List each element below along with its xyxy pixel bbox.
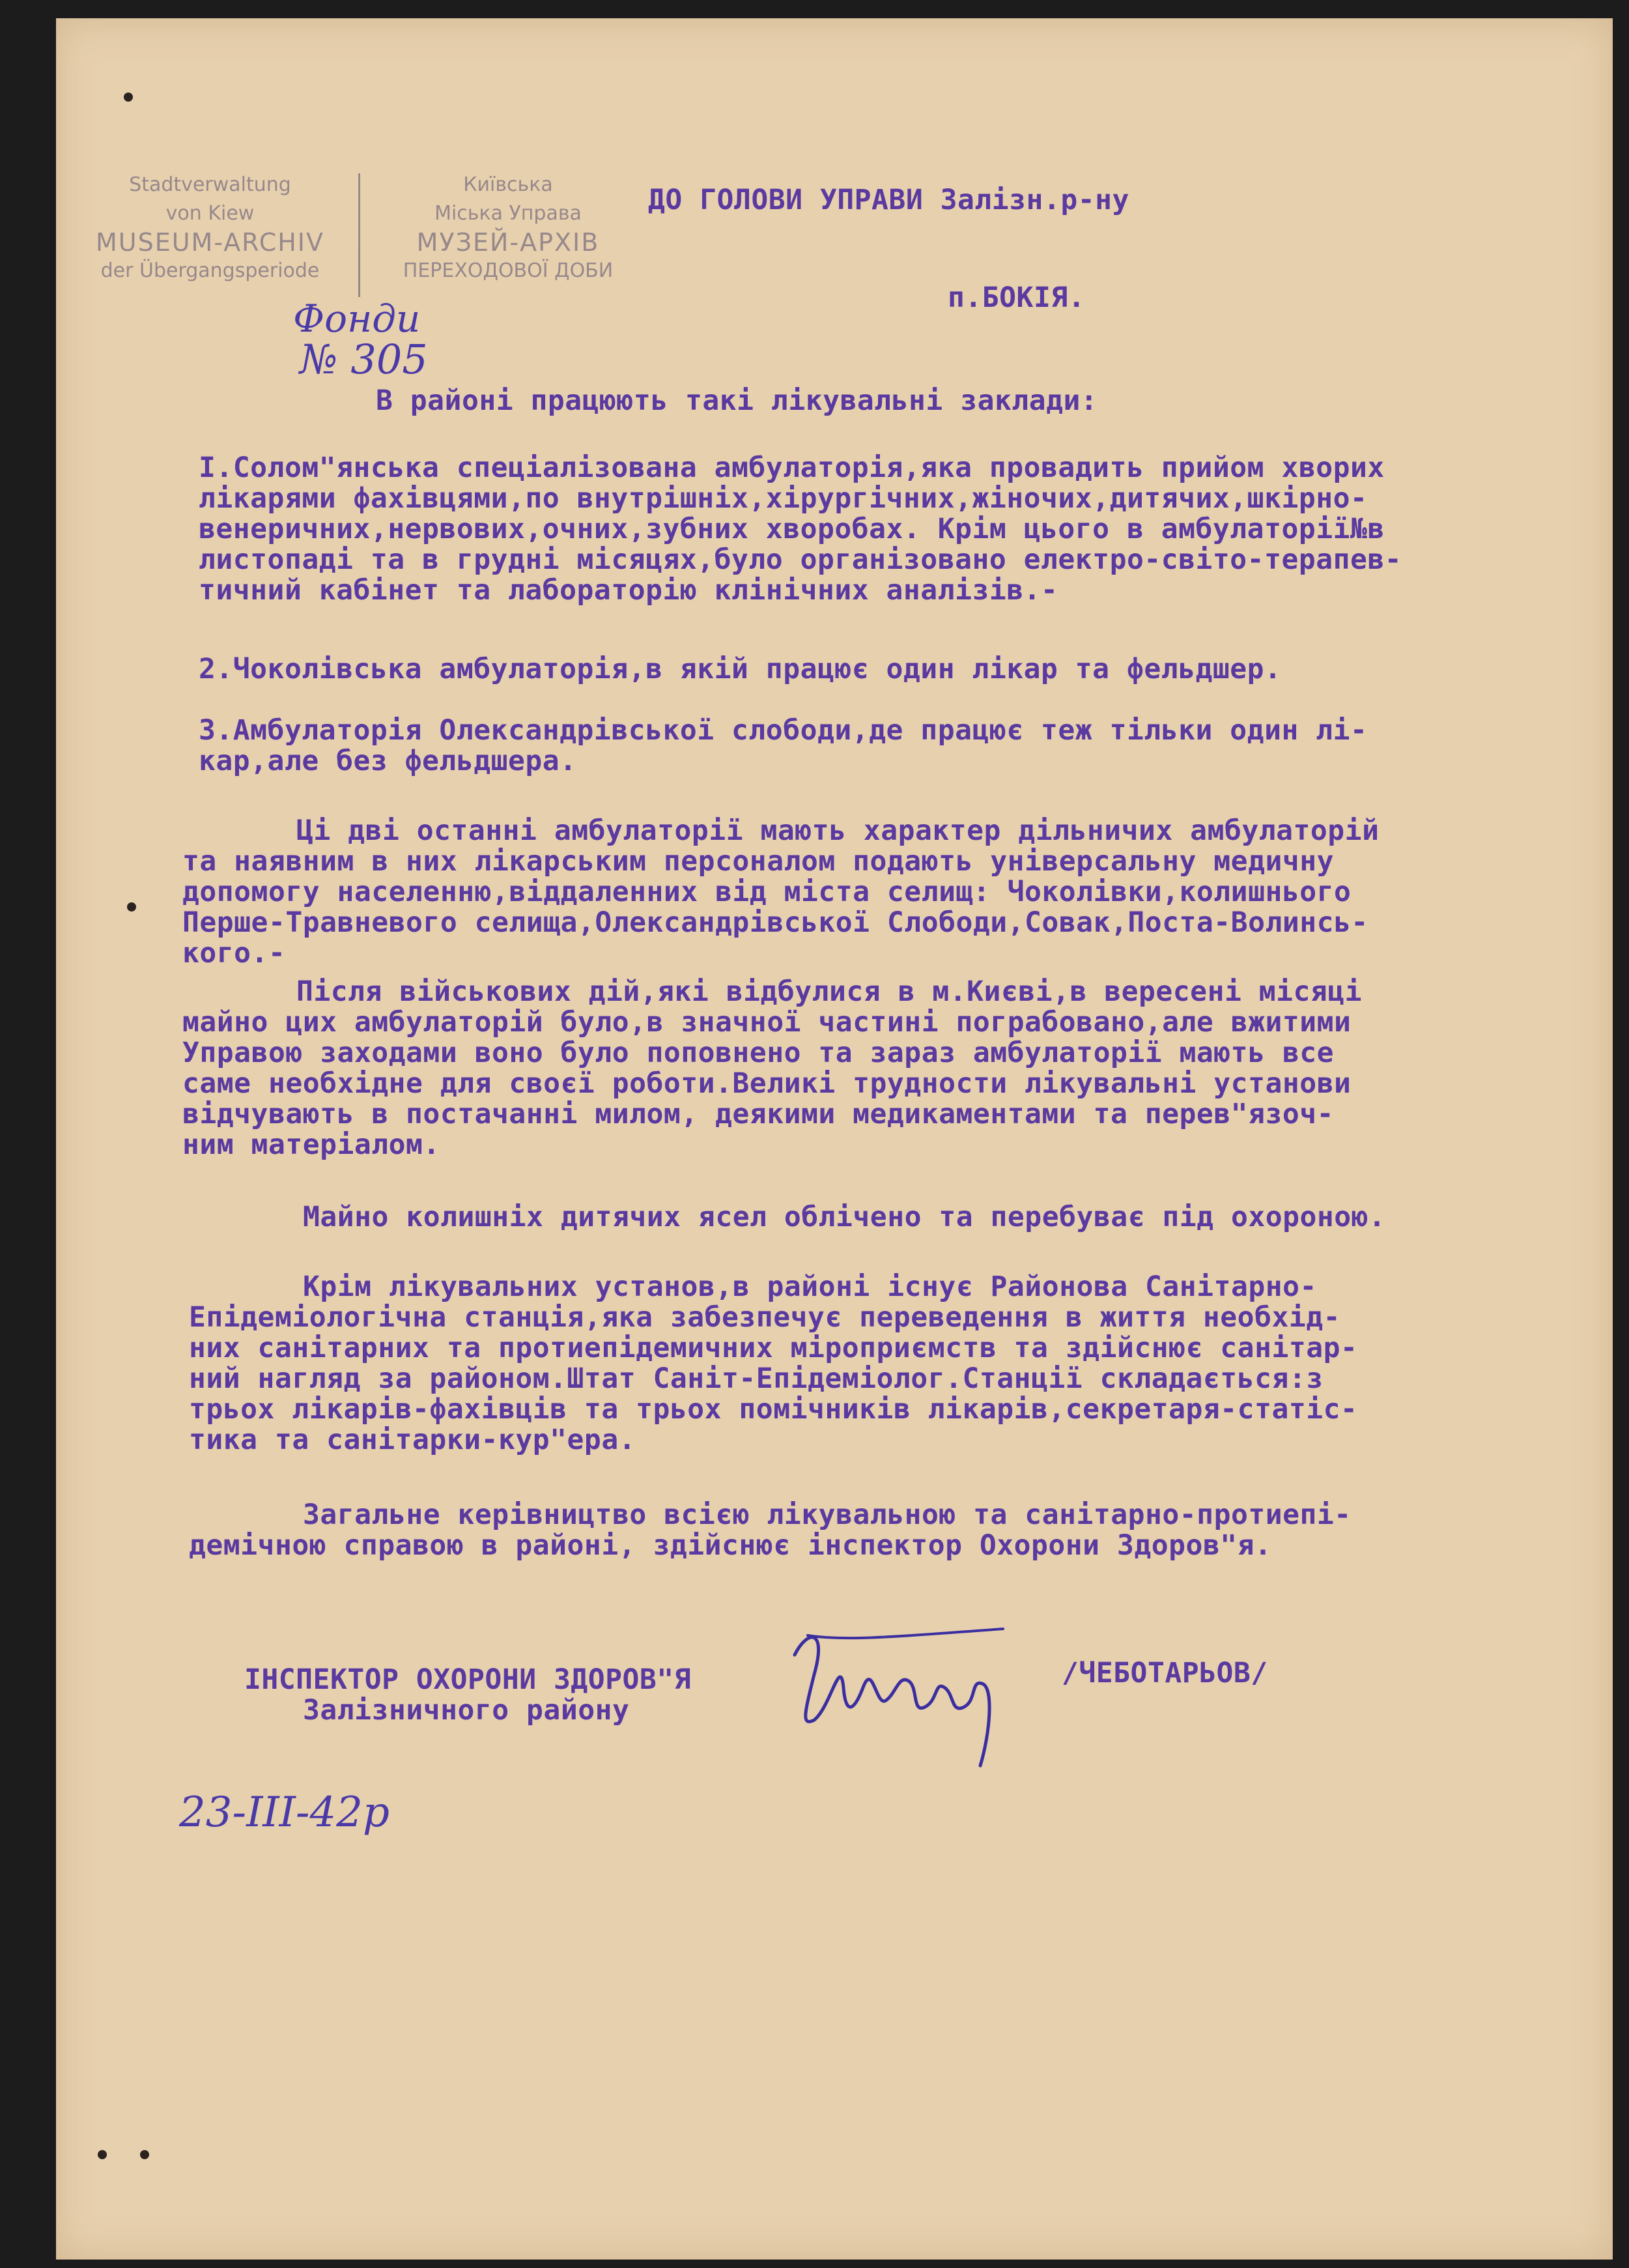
stamp-ukrainian [368, 171, 648, 285]
body-line: венеричних,нервових,очних,зубних хворобах. Крім цього в амбулаторії№в [199, 513, 1385, 545]
body-line: майно цих амбулаторій було,в значної частині пограбовано,але вжитими [182, 1006, 1352, 1039]
body-line: кого.- [182, 937, 286, 969]
handwritten-fond: Фонди [293, 296, 421, 341]
body-line: В районі працюють такі лікувальні заклади: [376, 384, 1098, 417]
body-line: демічною справою в районі, здійснює інспектор Охорони Здоров"я. [189, 1529, 1272, 1562]
stamp-text: Міська Управа [434, 202, 582, 225]
stamp-text: Stadtverwaltung [129, 173, 291, 196]
archive-stamp [65, 171, 651, 308]
body-line: Ці дві останні амбулаторії мають характер дільничих амбулаторій [296, 814, 1380, 847]
body-line: Майно колишніх дитячих ясел облічено та перебуває під охороною. [303, 1201, 1386, 1233]
body-line: кар,але без фельдшера. [199, 745, 577, 777]
stamp-text: MUSEUM-ARCHIV [95, 228, 325, 257]
body-line: тика та санітарки-кур"ера. [189, 1424, 636, 1456]
signatory-title: ІНСПЕКТОР ОХОРОНИ ЗДОРОВ"Я [244, 1663, 692, 1696]
body-line: саме необхідне для своєї роботи.Великі трудности лікувальні установи [182, 1067, 1352, 1100]
body-line: Епідеміологічна станція,яка забезпечує переведення в життя необхід- [189, 1301, 1341, 1334]
body-line: І.Солом"янська спеціалізована амбулаторія,яка провадить прийом хворих [199, 452, 1385, 484]
stamp-text: МУЗЕЙ-АРХІВ [416, 228, 600, 257]
body-line: ний нагляд за районом.Штат Саніт-Епідеміолог.Станції складається:з [189, 1362, 1324, 1395]
stamp-text: ПЕРЕХОДОВОЇ ДОБИ [403, 259, 614, 282]
body-line: Після військових дій,які відбулися в м.Києві,в вересені місяці [296, 975, 1363, 1008]
body-line: тичний кабінет та лабораторію клінічних аналізів.- [199, 574, 1058, 607]
body-line: 3.Амбулаторія Олександрівської слободи,де працює теж тільки один лі- [199, 714, 1368, 747]
recipient-name: п.БОКІЯ. [948, 281, 1086, 314]
body-line: них санітарних та протиепідемичних міроприємств та здійснює санітар- [189, 1332, 1358, 1364]
body-line: допомогу населенню,віддаленних від міста селищ: Чоколівки,колишнього [182, 876, 1352, 908]
body-line: та наявним в них лікарським персоналом подають універсальну медичну [182, 845, 1335, 878]
body-line: лікарями фахівцями,по внутрішніх,хірургічних,жіночих,дитячих,шкірно- [199, 482, 1368, 515]
stamp-text: von Kiew [165, 202, 255, 225]
stamp-german [65, 171, 355, 285]
body-line: ним матеріалом. [182, 1128, 440, 1161]
body-line: 2.Чоколівська амбулаторія,в якій працює один лікар та фельдшер. [199, 653, 1282, 685]
handwritten-number: № 305 [300, 336, 428, 383]
punch-hole-dot [98, 2150, 107, 2159]
body-line: Загальне керівництво всією лікувальною та санітарно-протиепі- [303, 1499, 1352, 1531]
signatory-district: Залізничного району [303, 1694, 630, 1727]
body-line: Крім лікувальних установ,в районі існує Районова Санітарно- [303, 1270, 1317, 1303]
handwritten-signature [769, 1616, 1029, 1785]
body-line: листопаді та в грудні місяцях,було організовано електро-світо-терапев- [199, 543, 1402, 576]
recipient-line: ДО ГОЛОВИ УПРАВИ Залізн.р-ну [648, 184, 1129, 216]
stamp-text: Київська [463, 173, 553, 196]
punch-hole-dot [127, 902, 136, 912]
signatory-name: /ЧЕБОТАРЬОВ/ [1062, 1657, 1268, 1689]
body-line: Управою заходами воно було поповнено та зараз амбулаторії мають все [182, 1037, 1335, 1069]
stamp-text: der Übergangsperiode [100, 259, 320, 282]
body-line: трьох лікарів-фахівців та трьох помічників лікарів,секретаря-статіс- [189, 1393, 1358, 1426]
punch-hole-dot [140, 2150, 149, 2159]
stamp-divider [358, 173, 360, 297]
handwritten-date: 23-III-42р [179, 1788, 390, 1837]
punch-hole-dot [124, 93, 133, 102]
body-line: відчувають в постачанні милом, деякими медикаментами та перев"язоч- [182, 1098, 1335, 1130]
body-line: Перше-Травневого селища,Олександрівської Слободи,Совак,Поста-Волинсь- [182, 906, 1368, 939]
